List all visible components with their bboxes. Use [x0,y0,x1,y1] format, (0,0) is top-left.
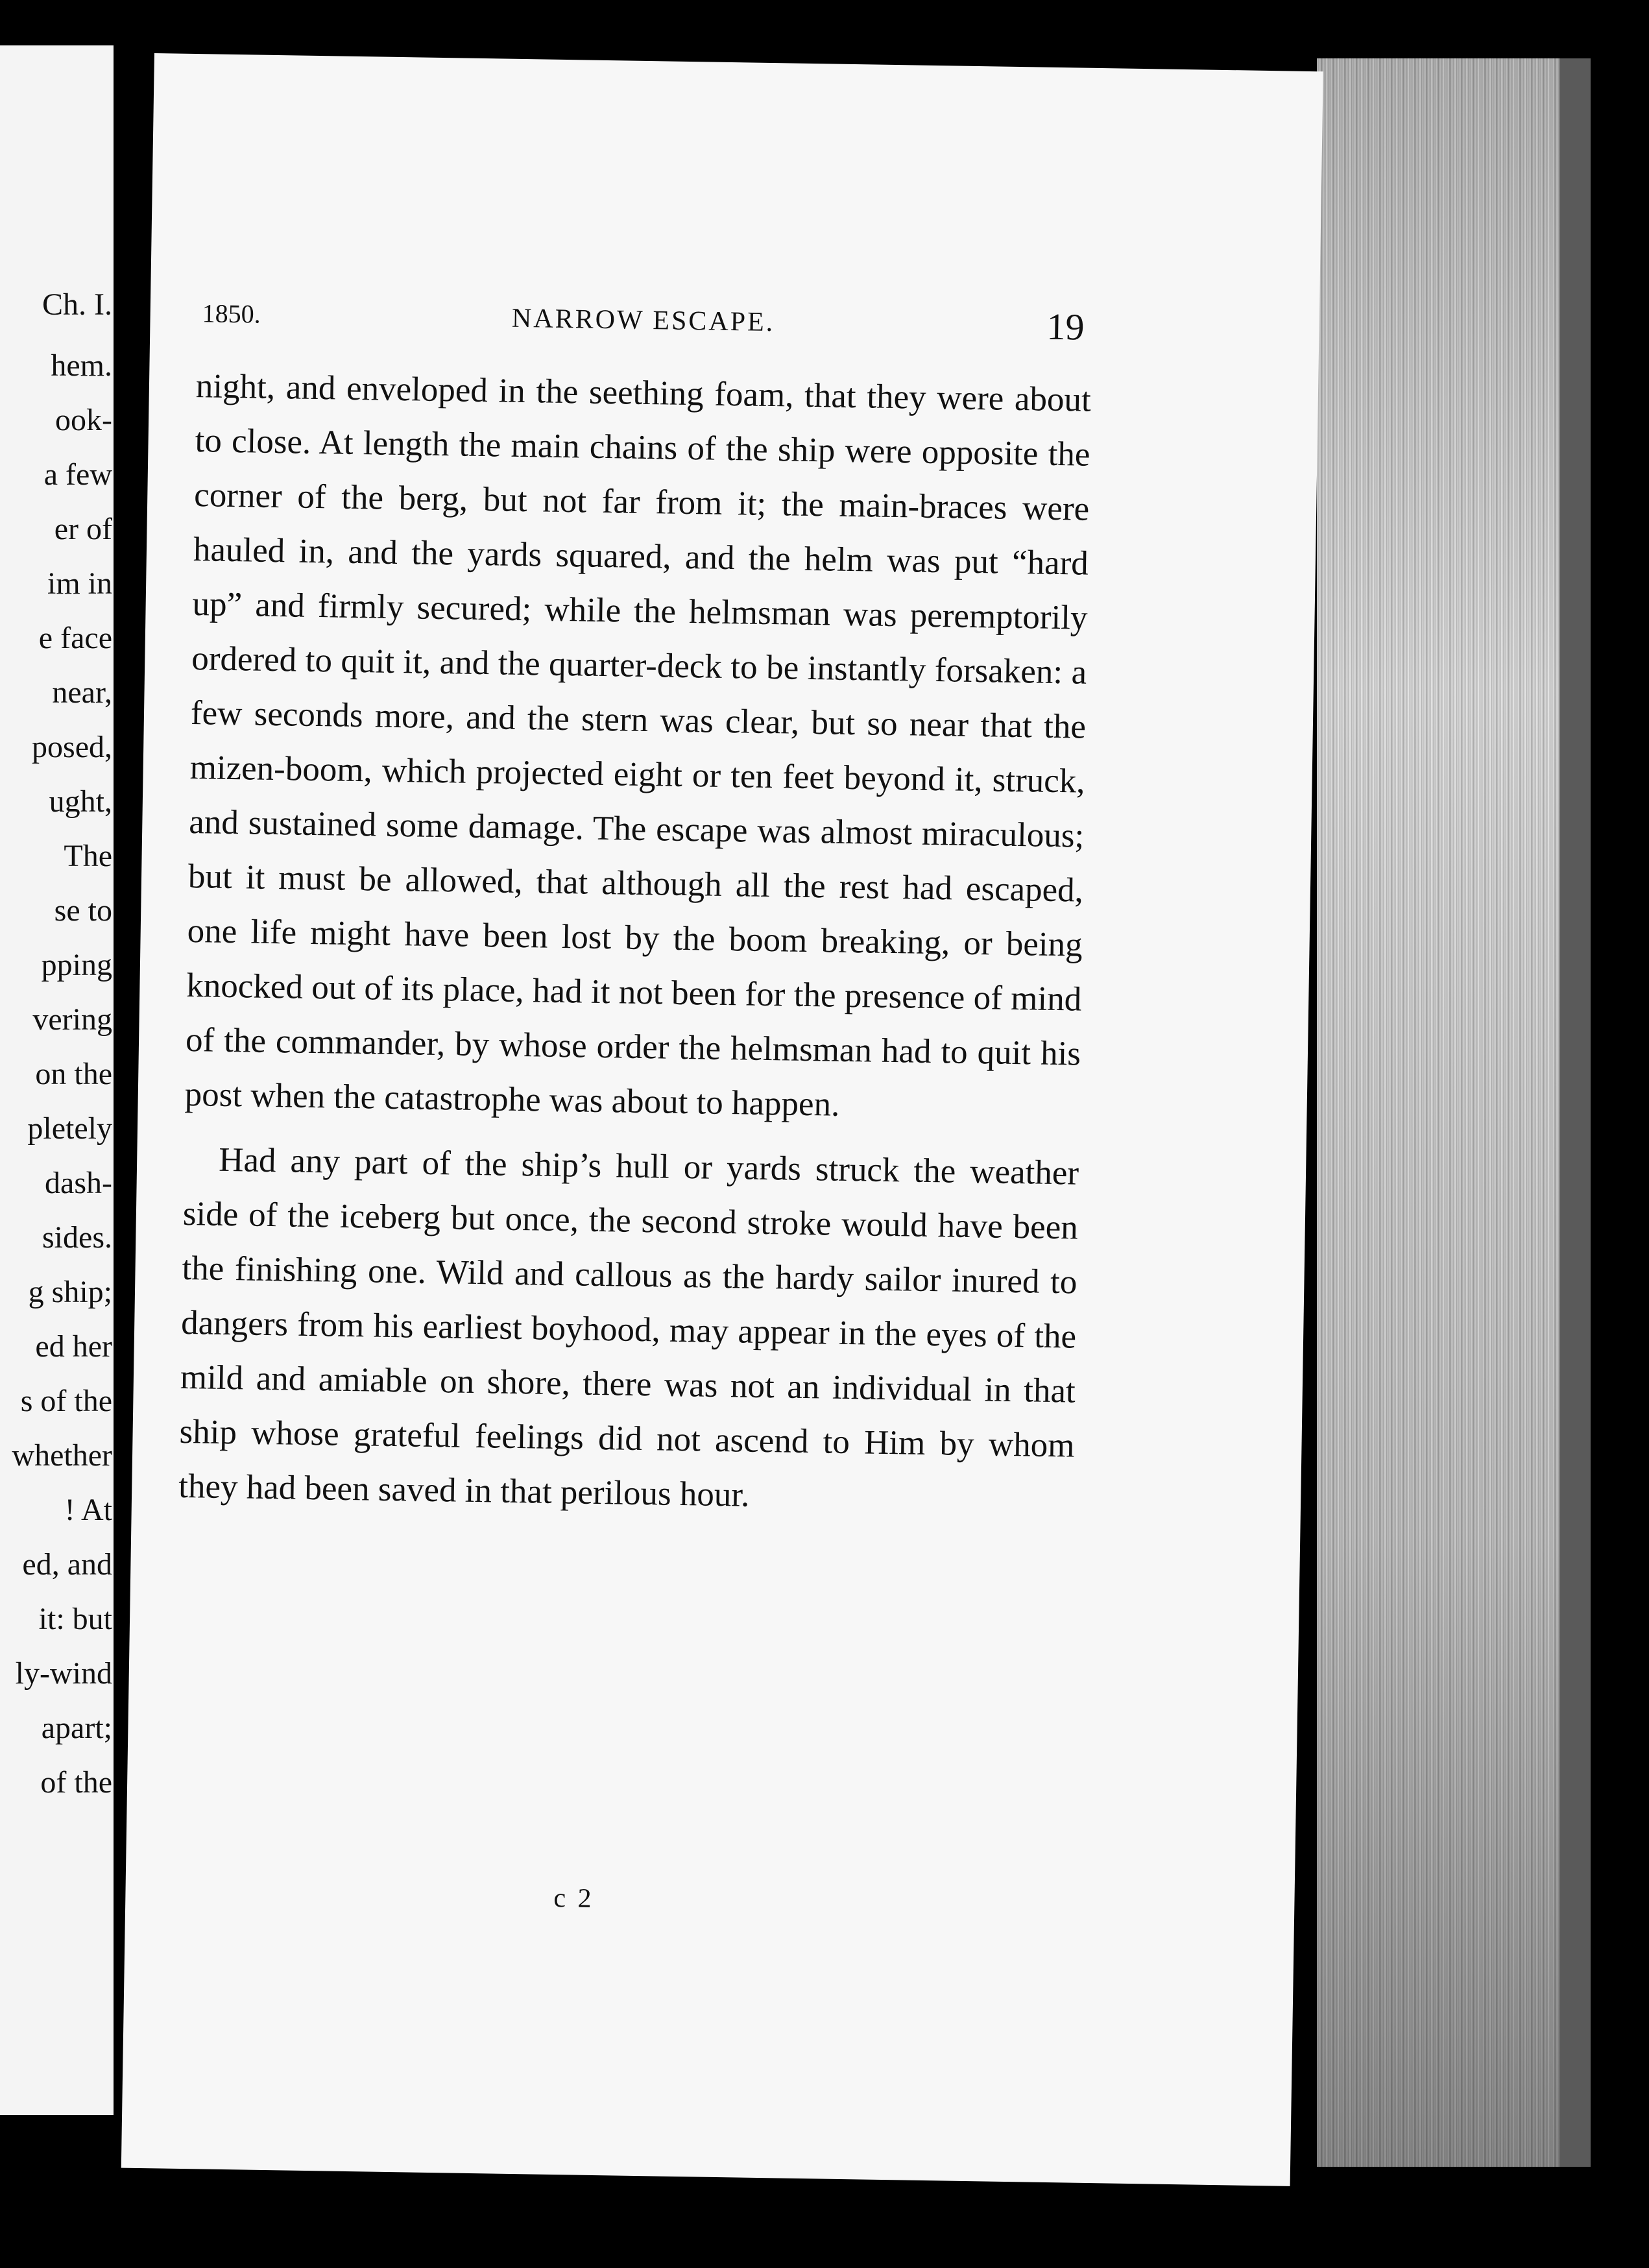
left-page-line: sides. [42,1220,112,1255]
left-facing-page [0,45,114,2115]
left-page-line: Ch. I. [42,287,112,322]
paragraph: night, and enveloped in the seething foam, that they were about to close. At length the main chains of the ship were opposite the corner of the berg, but not far from it; the main-braces were hauled in, and the yards squared, and the helm was put “hard up” and firmly secured; while the helmsman was peremptorily ordered to quit it, and the quarter-deck to be instantly forsaken: a few seconds more, and the stern was clear, but so near that the mizen-boom, which projected eight or ten feet beyond it, struck, and sustained some damage. The escape was almost miraculous; but it must be allowed, that although all the rest had escaped, one life might have been lost by the boom breaking, or being knocked out of its place, had it not been for the presence of mind of the commander, by whose order the helmsman had to quit his post when the catastrophe was about to happen. [184,367,1092,1124]
left-page-line: pping [41,948,112,982]
left-page-line: posed, [32,730,112,764]
left-page-line: The [64,839,112,873]
book-fore-edge [1317,58,1589,2167]
page-number: 19 [1046,305,1085,348]
running-head [202,293,1085,352]
left-page-line: ! At [64,1493,112,1527]
left-page-line: dash- [45,1166,112,1200]
book-fore-edge-shadow [1559,58,1591,2167]
left-page-line: whether [12,1438,112,1473]
left-page-line: apart; [41,1711,112,1745]
right-page [121,53,1323,2186]
running-head-title: NARROW ESCAPE. [511,303,775,338]
paragraph: Had any part of the ship’s hull or yards struck the weather side of the iceberg but once, the second stroke would have been the finishing one. Wild and callous as the hardy sailor inured to dangers from his earliest boyhood, may appear in the eyes of the mild and amiable on shore, there was not an individual in that ship whose grateful feelings did not ascend to Him by whom they had been saved in that perilous hour. [178,1140,1079,1514]
left-page-line: im in [47,566,112,601]
left-page-line: near, [52,675,112,710]
left-page-line: e face [38,621,112,655]
left-page-line: s of the [20,1384,112,1418]
left-page-line: pletely [27,1111,112,1146]
left-page-line: it: but [38,1602,112,1636]
left-page-line: vering [32,1002,112,1037]
left-page-line: g ship; [28,1275,112,1309]
left-page-line: of the [40,1765,112,1800]
left-page-line: se to [54,893,112,928]
left-page-line: hem. [51,348,112,383]
left-page-line: a few [43,457,112,492]
left-page-line: ed her [35,1329,112,1364]
left-page-line: ly-wind [15,1656,112,1691]
running-head-year: 1850. [202,298,261,329]
left-page-line: ught, [49,784,112,819]
left-page-line: ed, and [22,1547,112,1582]
left-page-line: ook- [55,403,112,437]
left-page-line: on the [35,1057,112,1091]
page-body [178,359,1092,1527]
signature-mark: c 2 [553,1883,594,1914]
left-page-line: er of [54,512,112,546]
